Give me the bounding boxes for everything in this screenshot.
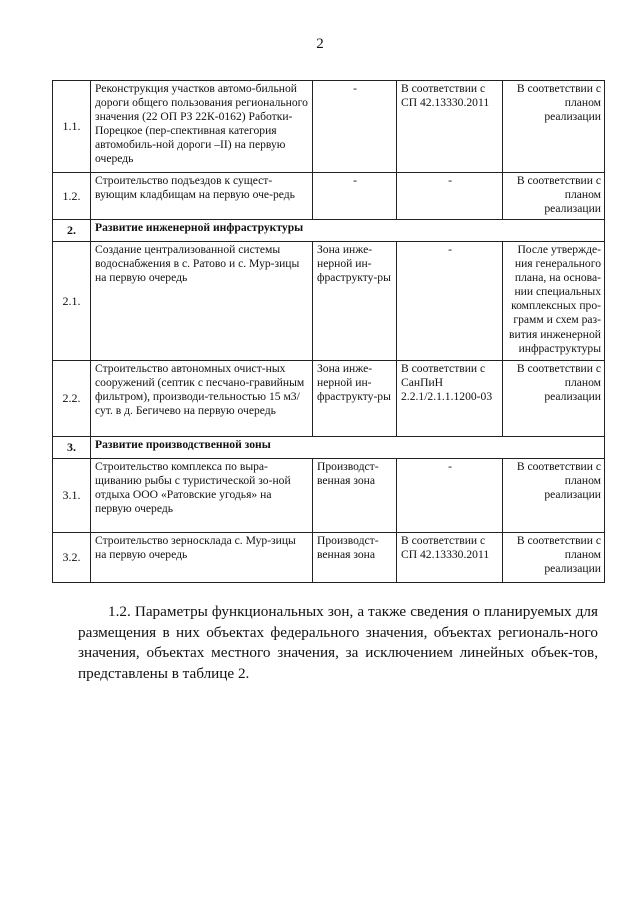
row-number: 3.2. — [53, 533, 91, 583]
row-number: 2.2. — [53, 361, 91, 437]
section-title: Развитие инженерной инфраструктуры — [91, 220, 605, 242]
term-cell: В соответствии с планом реализации — [503, 533, 605, 583]
object-name: Строительство зерносклада с. Мур-зицы на первую очередь — [91, 533, 313, 583]
paragraph-text: 1.2. Параметры функциональных зон, а также сведения о планируемых для размещения в них объектах федерального значения, объектах региональ-ного значения, объектах местного значения, за исключением линейных объек-тов, представлены в таблице 2. — [78, 603, 598, 682]
term-cell: После утвержде-ния генерального плана, на основа-нии специальных комплексных про-грамм и схем раз-вития инженерной инфраструктуры — [503, 242, 605, 361]
zone-cell: - — [313, 81, 397, 173]
term-cell: В соответствии с планом реализации — [503, 361, 605, 437]
norm-cell: - — [397, 459, 503, 533]
table-row — [53, 173, 605, 220]
section-title: Развитие производственной зоны — [91, 437, 605, 459]
row-number: 1.1. — [53, 81, 91, 173]
zone-cell: - — [313, 173, 397, 220]
object-name: Строительство комплекса по выра-щиванию рыбы с туристической зо-ной отдыха ООО «Ратовские угодья» на первую очередь — [91, 459, 313, 533]
zone-cell: Производст-венная зона — [313, 459, 397, 533]
object-name: Строительство автономных очист-ных сооружений (септик с песчано-гравийным фильтром), производи-тельностью 15 м3/сут. в д. Бегичево на первую очередь — [91, 361, 313, 437]
table-row — [53, 81, 605, 173]
row-number: 3.1. — [53, 459, 91, 533]
section-number: 2. — [53, 220, 91, 242]
norm-cell: - — [397, 242, 503, 361]
table-row — [53, 533, 605, 583]
section-row — [53, 220, 605, 242]
section-row — [53, 437, 605, 459]
norm-cell: - — [397, 173, 503, 220]
zone-cell: Зона инже-нерной ин-фраструкту-ры — [313, 242, 397, 361]
object-name: Реконструкция участков автомо-бильной дороги общего пользования регионального значения (22 ОП РЗ 22К-0162) Работки-Порецкое (пер-спективная категория автомобиль-ной дороги –II) на первую очередь — [91, 81, 313, 173]
term-cell: В соответствии с планом реализации — [503, 173, 605, 220]
page-number: 2 — [316, 36, 324, 52]
term-cell: В соответствии с планом реализации — [503, 81, 605, 173]
table-row — [53, 361, 605, 437]
planned-objects-table — [52, 80, 605, 583]
object-name: Создание централизованной системы водоснабжения в с. Ратово и с. Мур-зицы на первую очередь — [91, 242, 313, 361]
body-paragraph — [78, 602, 598, 684]
row-number: 2.1. — [53, 242, 91, 361]
table-row — [53, 459, 605, 533]
norm-cell: В соответствии с СП 42.13330.2011 — [397, 533, 503, 583]
object-name: Строительство подъездов к сущест-вующим кладбищам на первую оче-редь — [91, 173, 313, 220]
zone-cell: Производст-венная зона — [313, 533, 397, 583]
zone-cell: Зона инже-нерной ин-фраструкту-ры — [313, 361, 397, 437]
section-number: 3. — [53, 437, 91, 459]
table-row — [53, 242, 605, 361]
norm-cell: В соответствии с СанПиН 2.2.1/2.1.1.1200-03 — [397, 361, 503, 437]
norm-cell: В соответствии с СП 42.13330.2011 — [397, 81, 503, 173]
term-cell: В соответствии с планом реализации — [503, 459, 605, 533]
row-number: 1.2. — [53, 173, 91, 220]
